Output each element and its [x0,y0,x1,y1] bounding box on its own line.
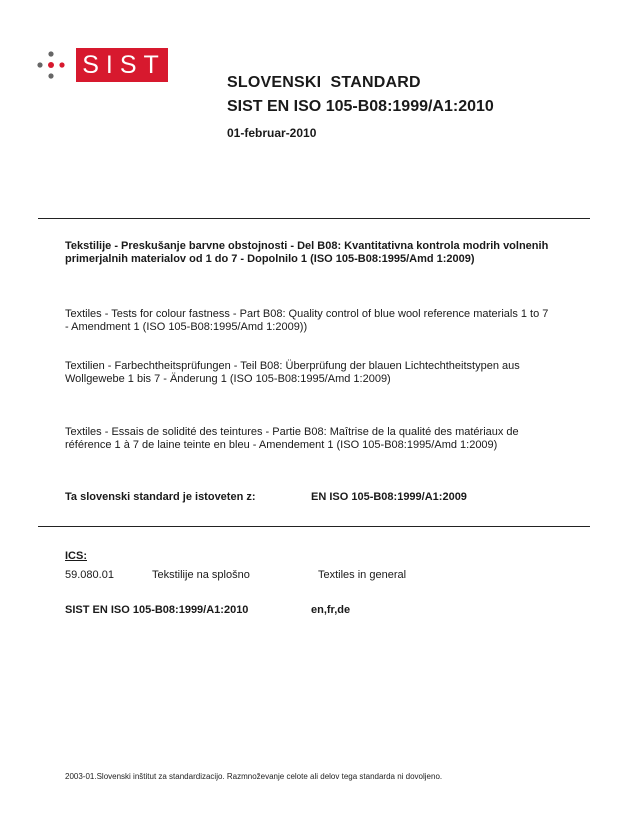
ics-label: ICS: [65,550,87,562]
title-french: Textiles - Essais de solidité des teintures - Partie B08: Maîtrise de la qualité des matériaux de référence 1 à 7 de laine teinte en bleu - Amendement 1 (ISO 105-B08:1995/Amd 1:2009) [65,426,519,451]
bottom-divider [38,526,590,527]
title-english: Textiles - Tests for colour fastness - Part B08: Quality control of blue wool reference materials 1 to 7 - Amendment 1 (ISO 105-B08:1995/Amd 1:2009)) [65,308,549,333]
ics-code: 59.080.01 [65,569,114,581]
title-slovenian: Tekstilije - Preskušanje barvne obstojnosti - Del B08: Kvantitativna kontrola modrih volnenih primerjalnih materialov od 1 do 7 - Dopolnilo 1 (ISO 105-B08:1995/Amd 1:2009) [65,240,549,265]
sist-logo: SIST [76,48,168,82]
title-german: Textilien - Farbechtheitsprüfungen - Teil B08: Überprüfung der blauen Lichtechtheitstypen aus Wollgewebe 1 bis 7 - Änderung 1 (ISO 105-B08:1995/Amd 1:2009) [65,360,520,385]
reference-code: SIST EN ISO 105-B08:1999/A1:2010 [65,604,249,616]
ics-name-slovenian: Tekstilije na splošno [152,569,250,581]
standard-date: 01-februar-2010 [227,126,317,140]
ics-name-english: Textiles in general [318,569,407,581]
standard-code-heading: SIST EN ISO 105-B08:1999/A1:2010 [227,98,494,115]
copyright-footer: 2003-01.Slovenski inštitut za standardizacijo. Razmnoževanje celote ali delov tega standarda ni dovoljeno. [65,772,443,781]
standard-type-heading: SLOVENSKI STANDARD [227,74,421,91]
identical-value: EN ISO 105-B08:1999/A1:2009 [311,491,467,503]
sist-logo-dots [34,50,70,82]
identical-label: Ta slovenski standard je istoveten z: [65,491,256,503]
reference-languages: en,fr,de [311,604,351,616]
top-divider [38,218,590,219]
